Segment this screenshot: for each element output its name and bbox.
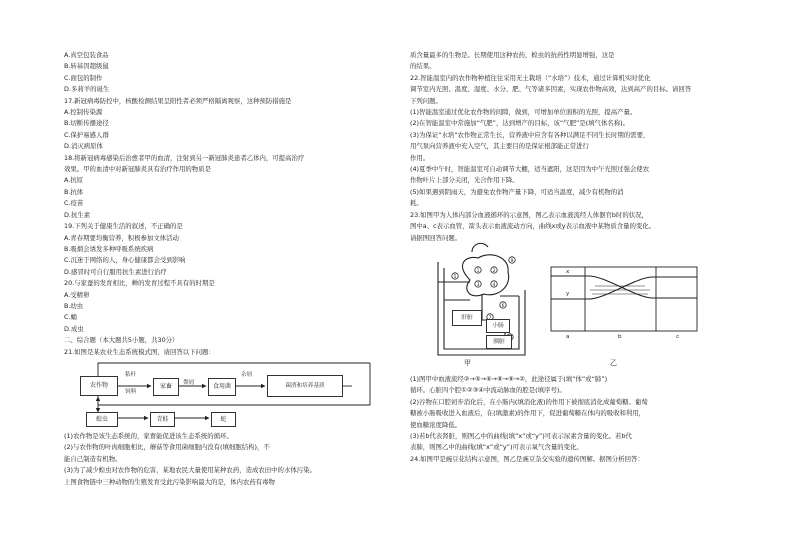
text-line: A.控制传染源	[64, 108, 103, 117]
text-line: 作物叶片上部分关闭，光合作用下降。	[410, 176, 519, 185]
curve-x-label: x	[566, 269, 570, 275]
text-line: C.蛹	[64, 313, 77, 322]
pancreas-box: 胰脏	[486, 335, 512, 349]
residue-label: 杂屑	[241, 372, 253, 378]
text-line: 的结果。	[410, 62, 436, 71]
text-line: (5)如果遇到阴雨天，为避免农作物产量下降，可适当温度，减少有机物的消	[410, 187, 624, 196]
text-line: C.保护易感人群	[64, 130, 109, 139]
organ-b-label: b	[618, 334, 622, 340]
text-line: (1)智能温室通过优化农作物的间隙，做到，可增加单位面积的光照，提高产量。	[410, 108, 637, 117]
text-line: 24.如图甲是豌豆花结构示意图，图乙是豌豆杂交实验的遗传图解。据图分析回答：	[410, 454, 644, 463]
text-line: (1)图甲中血液流经②→⑤→⑥→⑧→⑨→②，此途径属于(填“体”或“肺”)	[410, 375, 608, 383]
text-line: A.受精卵	[64, 290, 90, 299]
text-line: (3)若b代表肾脏，则图乙中的曲线(填“x”或“y”)可表示尿素含量的变化。若b代	[410, 432, 632, 441]
figure-b-caption: 乙	[610, 359, 617, 367]
text-line: C.沉迷于网络的人，身心健康都会受到影响	[64, 256, 186, 265]
locust-box: 蝗虫	[86, 412, 118, 427]
text-line: A.抗原	[64, 176, 84, 185]
text-line: D.成虫	[64, 324, 84, 333]
node-9: 9	[510, 259, 514, 264]
text-line: 21.如图是某农业生态系统模式图，请回答以下问题：	[64, 347, 215, 356]
field-box: 菌渣和培养基质	[267, 375, 343, 397]
frog-box: 青蛙	[150, 412, 175, 427]
text-line: B.幼虫	[64, 301, 84, 310]
text-line: 表肺，则图乙中的曲线(填“x”或“y”)可表示氧气含量的变化。	[410, 443, 583, 452]
intestine-box: 小肠	[486, 319, 510, 333]
node-4: 4	[492, 283, 496, 288]
text-line: 循环。心脏四个腔①②③④中流动脉血的腔是(填序号)。	[410, 386, 566, 395]
text-line: B.抗体	[64, 187, 84, 196]
text-line: 质含量最多的生物是。长期使用这种农药，蝗虫的抗药性明显增强，这是	[410, 51, 615, 59]
manure-label: 粪屑	[183, 380, 195, 386]
text-line: 20.与家蚕的发育相比，蝉的发育过程不具有的时期是	[64, 279, 215, 288]
text-line: 效果。甲的血清中对新冠肺炎具有治疗作用的物质是	[64, 165, 211, 174]
text-line: B.切断传播途径	[64, 119, 109, 128]
fungus-box: 食用菌	[208, 378, 236, 396]
text-line: 二、综合题（本大题共5小题，共30分）	[64, 336, 179, 345]
text-line: (3)为了减少蝗虫对农作物的危害，某地农民大量使用某种农药，造成农田中的水体污染。	[64, 466, 316, 475]
text-line: 糖被小肠吸收进入血液后，在(填激素)的作用下，促进葡萄糖在体内的吸收和利用，	[410, 409, 646, 418]
text-line: (4)夏季中午时，智能温室可自动调节大棚，适当遮阳，这是因为中午光照过强会使农	[410, 165, 650, 174]
text-line: (1)农作物是该生态系统的，家畜能促进该生态系统的循环。	[64, 432, 233, 440]
text-line: D.多莉羊的诞生	[64, 85, 110, 94]
node-3: 3	[476, 283, 480, 288]
text-line: 上图食物链中三种动物的生殖发育受此污染影响最大的是，体内农药有毒物	[64, 477, 275, 486]
right-column-bottom	[410, 374, 742, 465]
curve-y-label: y	[566, 291, 570, 297]
text-line: 用气泵向营养液中充入空气，其主要目的是保证根部能正常进行	[410, 142, 589, 151]
text-line: D.抗生素	[64, 210, 91, 219]
livestock-box: 家畜	[153, 378, 179, 396]
vessel-c-label: c	[676, 334, 680, 340]
vessel-a-label: a	[566, 334, 570, 340]
crop-box: 农作物	[80, 376, 118, 396]
text-line: 17.新冠病毒防控中，核酸检测结果呈阳性者必须严格隔离观察，这种预防措施是	[64, 96, 292, 105]
text-line: A.青春期要均衡营养，积极参加文体活动	[64, 233, 179, 242]
node-2: 2	[492, 269, 496, 274]
text-line: 下列问题。	[410, 96, 442, 105]
node-6: 6	[501, 304, 505, 309]
figure-a-caption: 甲	[464, 359, 471, 367]
text-line: 23.如图甲为人体内部分血液循环的示意图，图乙表示血液流经人体器官b时的状况，	[410, 210, 648, 219]
text-line: 调节室内光照、温度、湿度、水分、肥、气等诸多因素，实现农作物高效，达到高产的目标。请回答	[410, 85, 692, 94]
text-line: C.面包的制作	[64, 73, 103, 82]
text-line: 作用。	[410, 153, 430, 162]
snake-box: 蛇	[211, 412, 236, 427]
text-line: 19.下列关于健康生活的叙述，不正确的是	[64, 222, 183, 231]
text-line: 图中a、c表示血管，箭头表示血液流动方向，曲线x或y表示血液中某物质含量的变化。	[410, 222, 656, 231]
node-1: 1	[476, 269, 480, 274]
text-line: 使血糖浓度降低。	[410, 420, 462, 429]
text-line: (2)在智能温室中常施加“气肥”，达到增产的目标，该“气肥”是(填气体名称)。	[410, 119, 629, 128]
text-line: C.疫苗	[64, 199, 84, 208]
text-line: (2)谷物在口腔初步消化后，在小肠内(填消化液)的作用下被彻底消化成葡萄糖。葡萄	[410, 397, 648, 406]
straw-label: 秸秆	[125, 372, 137, 378]
text-line: D.消灭病原体	[64, 142, 103, 151]
text-line: A.真空包装食品	[64, 51, 109, 59]
text-line: 请据图回答问题。	[410, 233, 462, 242]
text-line: D.感冒时可自行服用抗生素进行治疗	[64, 267, 167, 276]
text-line: (2)与农作物的叶肉细胞相比，蘑菇等食用菌细胞内没有(填细胞结构)，不	[64, 443, 270, 452]
node-5: 5	[453, 275, 457, 280]
text-line: B.转基因超级鼠	[64, 62, 109, 71]
text-line: 22.智能温室内的农作物种植往往采用无土栽培（“水培”）技术，通过计算机实时优化	[410, 73, 651, 82]
text-line: 18.将新冠病毒感染后治愈者甲的血清，注射到另一新冠肺炎患者乙体内，可提高治疗	[64, 153, 305, 162]
liver-box: 肝脏	[452, 310, 482, 326]
feed-label: 饲料	[125, 389, 137, 395]
text-line: B.吸烟会诱发多种呼吸系统疾病	[64, 244, 154, 253]
text-line: 能自己制造有机物。	[64, 454, 122, 463]
text-line: (3)为保证“水培”农作物正常生长，营养液中应含有各种以满足不同生长时期的需要，	[410, 130, 650, 139]
text-line: 耗。	[410, 199, 423, 208]
